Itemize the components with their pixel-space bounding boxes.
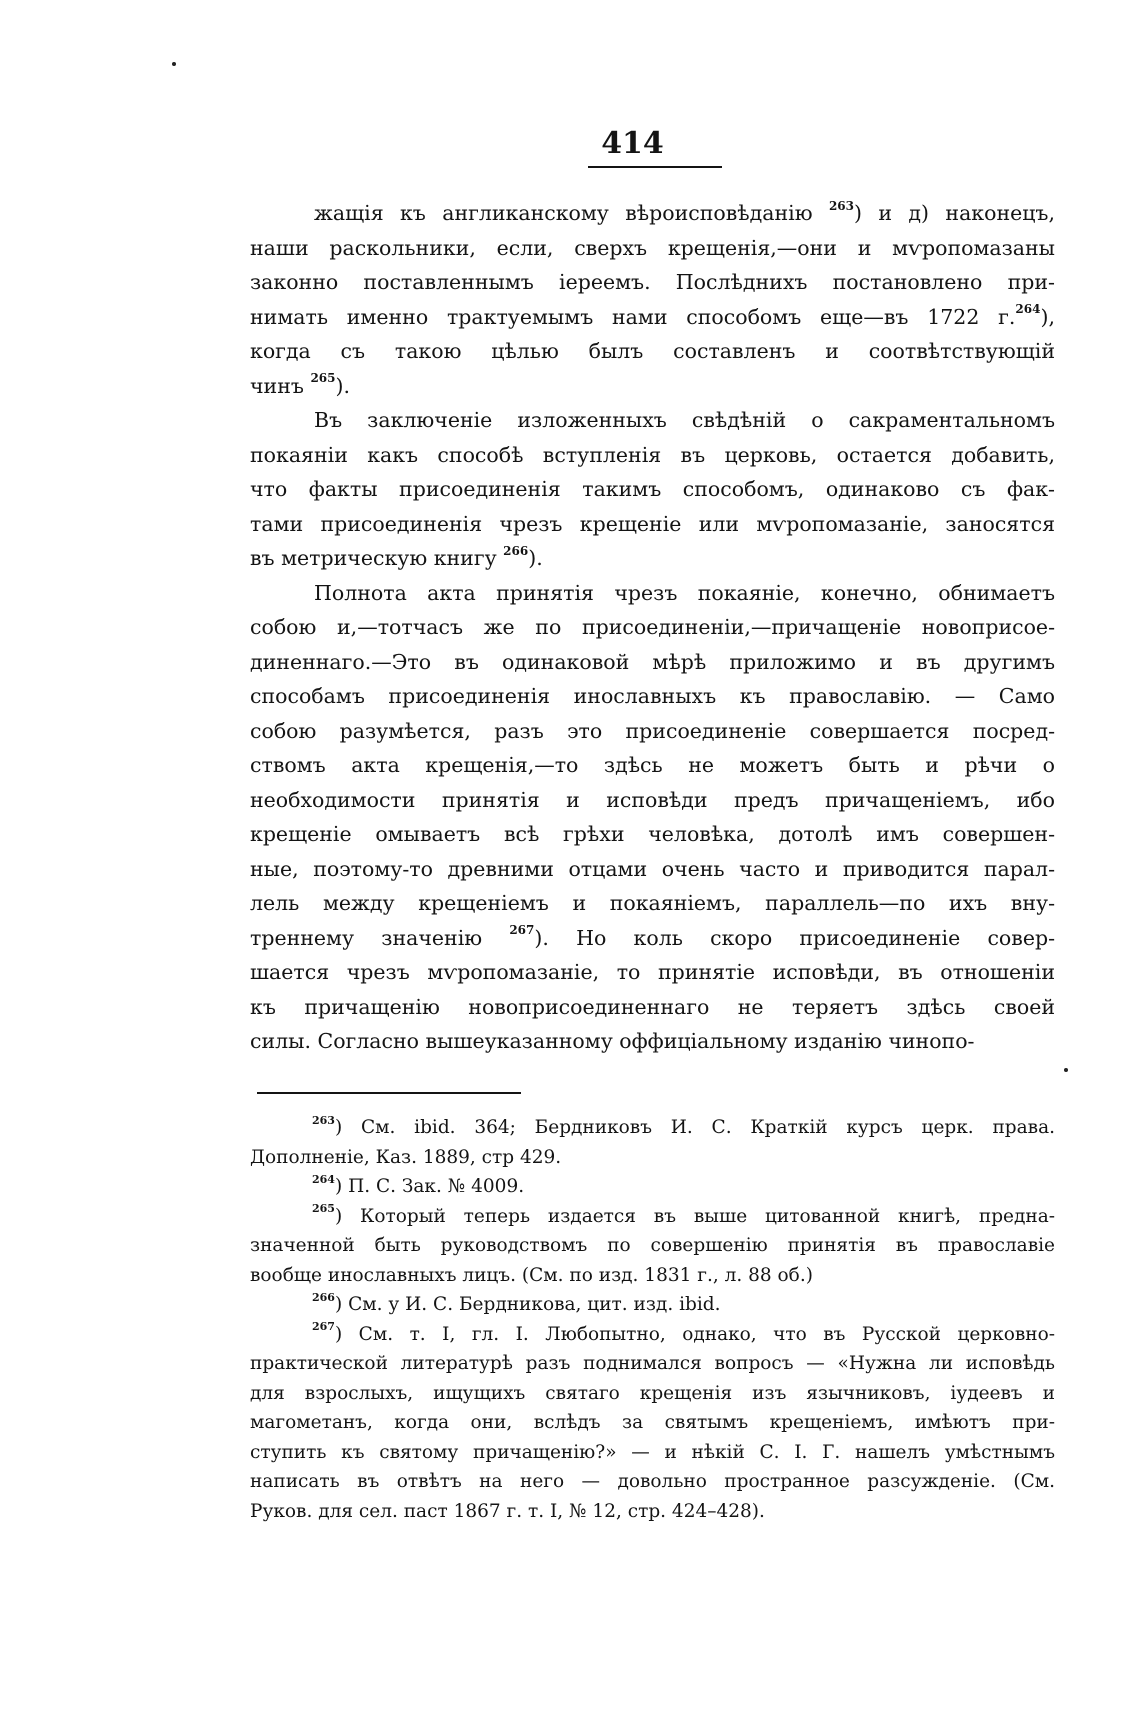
text-run: тами присоединенія чрезъ крещеніе или мѵропомазаніе, заносятся	[250, 511, 1055, 536]
text-line	[250, 438, 1055, 473]
footnote-line	[250, 1231, 1055, 1261]
text-run: необходимости принятія и исповѣди предъ причащеніемъ, ибо	[250, 787, 1055, 812]
text-run: написать въ отвѣтъ на него — довольно пространное разсужденіе. (См.	[250, 1471, 1055, 1492]
footnote-ref: 265	[310, 371, 336, 386]
text-line	[250, 783, 1055, 818]
text-run: магометанъ, когда они, вслѣдъ за святымъ крещеніемъ, имѣютъ при-	[250, 1412, 1055, 1433]
text-run: вообще инославныхъ лицъ. (См. по изд. 1831 г., л. 88 об.)	[250, 1264, 813, 1286]
footnote-line	[250, 1202, 1055, 1232]
footnote-line	[250, 1467, 1055, 1497]
page-number: 414	[601, 126, 664, 161]
text-line	[250, 265, 1055, 300]
footnote-line	[250, 1113, 1055, 1143]
text-run: покаяніи какъ способѣ вступленія въ церковь, остается добавить,	[250, 442, 1055, 467]
text-run: собою разумѣется, разъ это присоединеніе совершается посред-	[250, 718, 1055, 743]
text-run: силы. Согласно вышеуказанному оффиціальному изданію чинопо-	[250, 1029, 975, 1053]
footnote-ref: 263	[312, 1113, 335, 1127]
text-run: собою и,—тотчасъ же по присоединеніи,—причащеніе новоприсое-	[250, 615, 1055, 639]
text-run: диненнаго.—Это въ одинаковой мѣрѣ приложимо и въ другимъ	[250, 649, 1055, 674]
text-run: ные, поэтому-то древними отцами очень часто и приводится парал-	[250, 856, 1055, 881]
footnote-line	[250, 1438, 1055, 1468]
scan-speck	[1064, 1068, 1068, 1072]
text-line	[250, 990, 1055, 1025]
text-run: шается чрезъ мѵропомазаніе, то принятіе исповѣди, въ отношеніи	[250, 960, 1055, 984]
text-run: ),	[1040, 304, 1055, 329]
text-line	[250, 403, 1055, 438]
text-run: ) П. С. Зак. № 4009.	[334, 1176, 525, 1197]
text-run: ).	[528, 546, 543, 570]
text-run: ступить къ святому причащенію?» — и нѣкій С. І. Г. нашелъ умѣстнымъ	[250, 1441, 1055, 1463]
text-run: треннему значенію	[250, 925, 510, 950]
text-run: ) и д) наконецъ,	[854, 201, 1055, 225]
text-run: Полнота акта принятія чрезъ покаяніе, конечно, обнимаетъ	[314, 580, 1055, 605]
text-run: наши раскольники, если, сверхъ крещенія,—они и мѵропомазаны	[250, 235, 1055, 260]
page-number-rule	[588, 166, 722, 168]
text-line	[250, 679, 1055, 714]
text-run: для взрослыхъ, ищущихъ святаго крещенія изъ язычниковъ, іудеевъ и	[250, 1382, 1055, 1404]
text-run: практической литературѣ разъ поднимался вопросъ — «Нужна ли исповѣдь	[250, 1353, 1055, 1374]
text-line	[250, 748, 1055, 783]
main-text	[250, 196, 1055, 1059]
text-line	[250, 817, 1055, 852]
text-run: значенной быть руководствомъ по совершенію принятія въ православіе	[250, 1235, 1055, 1256]
footnote-ref: 267	[312, 1320, 335, 1334]
footnote-ref: 263	[828, 198, 855, 213]
text-run: что факты присоединенія такимъ способомъ, одинаково съ фак-	[250, 477, 1055, 501]
text-run: крещеніе омываетъ всѣ грѣхи человѣка, дотолѣ имъ совершен-	[250, 822, 1055, 846]
text-line	[250, 541, 1055, 576]
footnote-separator	[257, 1092, 521, 1094]
text-run: ) См. у И. С. Бердникова, цит. изд. ibid.	[334, 1294, 721, 1315]
footnote-ref: 266	[503, 543, 529, 558]
text-line	[250, 507, 1055, 542]
text-line	[250, 852, 1055, 887]
footnote-line	[250, 1290, 1055, 1320]
footnote-line	[250, 1497, 1055, 1527]
text-run: нимать именно трактуемымъ нами способомъ еще—въ 1722 г.	[250, 304, 1016, 329]
text-line	[250, 300, 1055, 335]
footnote-line	[250, 1172, 1055, 1202]
text-run: къ причащенію новоприсоединеннаго не теряетъ здѣсь своей	[250, 994, 1055, 1019]
footnote-ref: 264	[1015, 302, 1041, 317]
footnote-line	[250, 1408, 1055, 1438]
scan-speck	[172, 62, 176, 66]
text-run: ствомъ акта крещенія,—то здѣсь не можетъ быть и рѣчи о	[250, 753, 1055, 777]
text-line	[250, 231, 1055, 266]
text-run: жащія къ англиканскому вѣроисповѣданію	[314, 201, 829, 225]
footnote-line	[250, 1143, 1055, 1173]
text-line	[250, 1024, 1055, 1059]
text-line	[250, 714, 1055, 749]
footnote-line	[250, 1261, 1055, 1291]
text-line	[250, 369, 1055, 404]
text-run: Въ заключеніе изложенныхъ свѣдѣній о сакраментальномъ	[314, 408, 1055, 432]
footnote-line	[250, 1320, 1055, 1350]
text-line	[250, 472, 1055, 507]
text-run: ) См. т. I, гл. I. Любопытно, однако, что въ Русской церковно-	[334, 1323, 1055, 1345]
footnote-line	[250, 1379, 1055, 1409]
text-line	[250, 196, 1055, 231]
text-line	[250, 576, 1055, 611]
text-line	[250, 610, 1055, 645]
footnote-line	[250, 1349, 1055, 1379]
text-line	[250, 645, 1055, 680]
text-run: чинъ	[250, 373, 311, 398]
text-run: лель между крещеніемъ и покаяніемъ, параллель—по ихъ вну-	[250, 891, 1055, 915]
footnote-ref: 265	[312, 1202, 335, 1216]
text-run: способамъ присоединенія инославныхъ къ православію. — Само	[250, 684, 1055, 708]
text-run: Руков. для сел. паст 1867 г. т. I, № 12, стр. 424–428).	[250, 1500, 765, 1522]
text-line	[250, 921, 1055, 956]
text-line	[250, 886, 1055, 921]
text-run: въ метрическую книгу	[250, 546, 504, 570]
text-run: ) См. ibid. 364; Бердниковъ И. С. Краткій курсъ церк. права.	[334, 1117, 1055, 1138]
footnote-ref: 267	[509, 923, 535, 938]
text-run: ). Но коль скоро присоединеніе совер-	[534, 925, 1055, 950]
text-run: когда съ такою цѣлью былъ составленъ и соотвѣтствующій	[250, 339, 1055, 363]
text-run: ).	[335, 373, 351, 398]
text-run: законно поставленнымъ іереемъ. Послѣднихъ постановлено при-	[250, 270, 1055, 294]
text-run: Дополненіе, Каз. 1889, стр 429.	[250, 1146, 562, 1168]
footnotes	[250, 1113, 1055, 1526]
footnote-ref: 266	[312, 1290, 335, 1304]
text-run: ) Который теперь издается въ выше цитованной книгѣ, предна-	[334, 1205, 1055, 1227]
footnote-ref: 264	[312, 1172, 335, 1186]
text-line	[250, 334, 1055, 369]
text-line	[250, 955, 1055, 990]
